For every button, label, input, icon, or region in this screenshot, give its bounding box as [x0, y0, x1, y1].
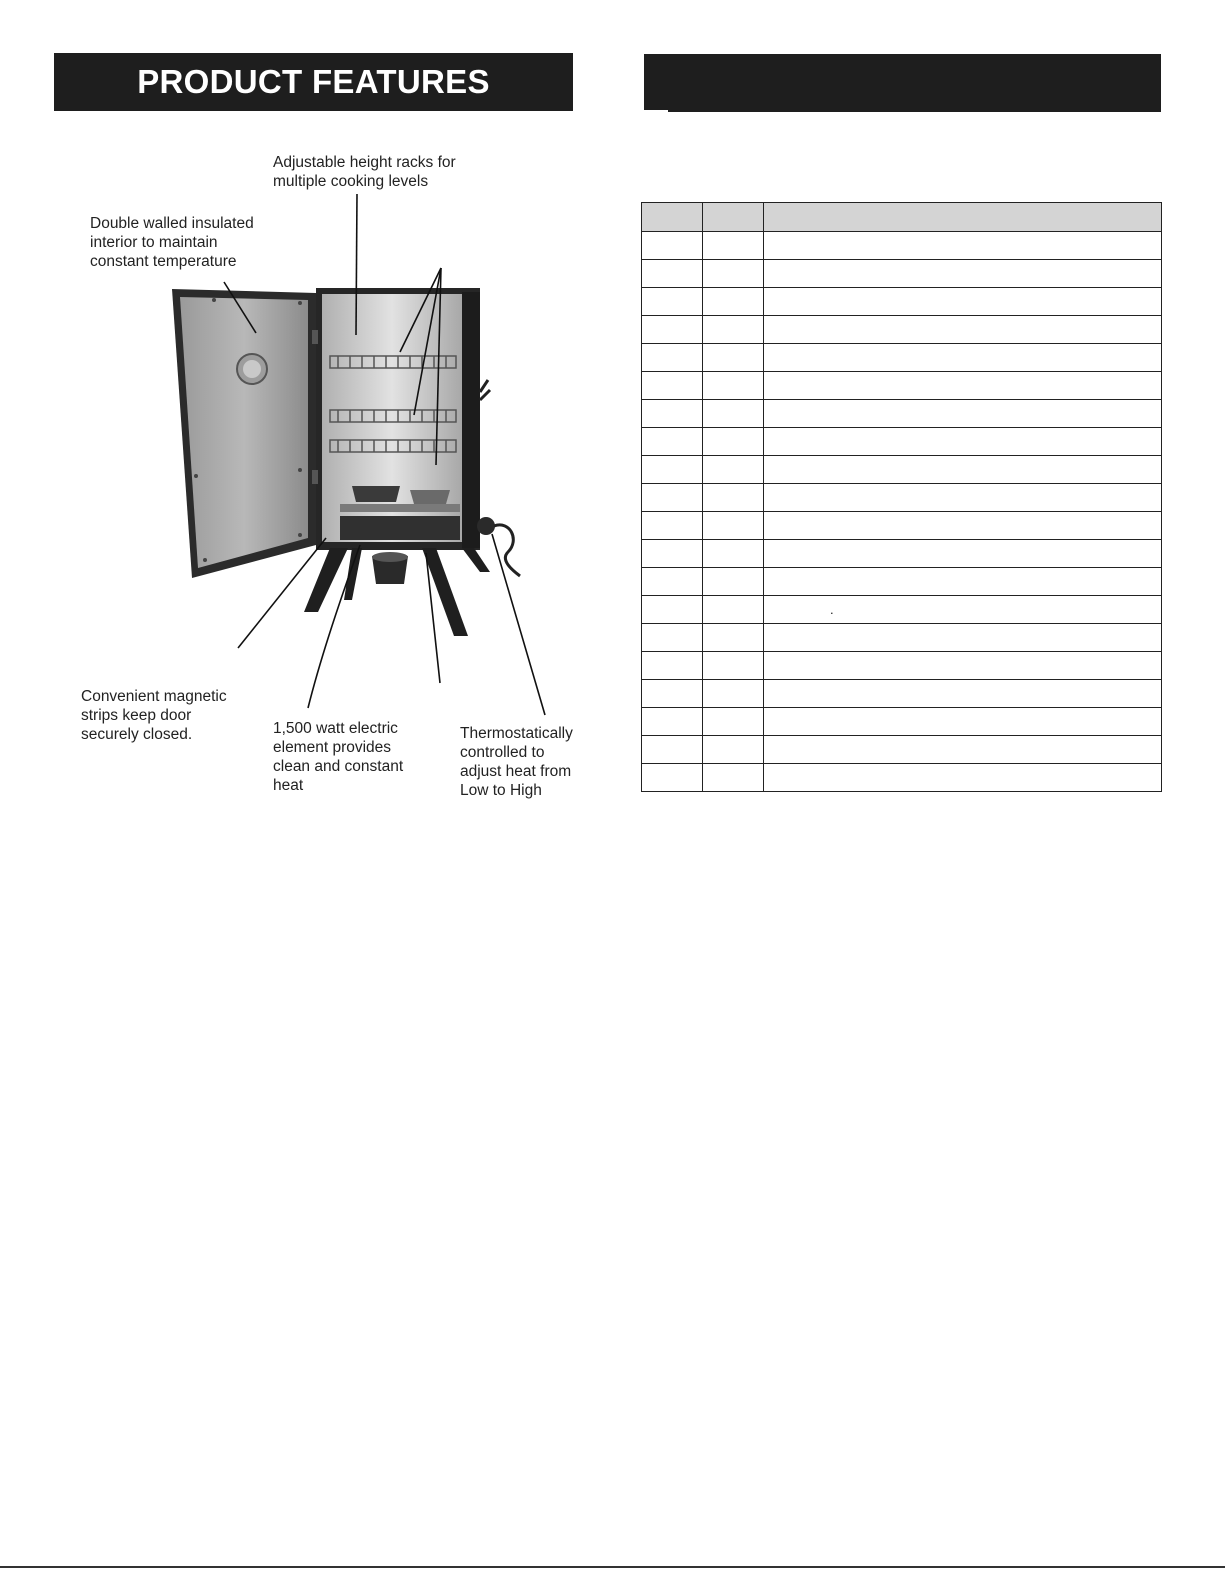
- page-title-text: PRODUCT FEATURES: [137, 63, 490, 100]
- table-row: [642, 624, 1162, 652]
- table-row: [642, 316, 1162, 344]
- table-row: [642, 260, 1162, 288]
- table-row: [642, 484, 1162, 512]
- table-cell: [703, 652, 764, 680]
- table-cell: [642, 400, 703, 428]
- table-row: [642, 456, 1162, 484]
- table-cell: [764, 344, 1162, 372]
- table-cell: [764, 232, 1162, 260]
- table-cell: [703, 484, 764, 512]
- table-row: [642, 708, 1162, 736]
- table-cell: [642, 652, 703, 680]
- page-title: [54, 53, 573, 111]
- table-cell: [703, 736, 764, 764]
- callout-thermostat: Thermostatically controlled to adjust heat from Low to High: [460, 725, 573, 799]
- table-cell: [703, 540, 764, 568]
- table-cell: [642, 372, 703, 400]
- table-cell: [703, 400, 764, 428]
- table-cell: [703, 288, 764, 316]
- header-bar-notch: [644, 110, 668, 113]
- table-cell: [642, 540, 703, 568]
- callout-electric-element: 1,500 watt electric element provides clean and constant heat: [273, 720, 404, 794]
- column-header: [703, 203, 764, 232]
- table-cell: [703, 260, 764, 288]
- table-row: [642, 288, 1162, 316]
- table-cell: [764, 708, 1162, 736]
- table-cell: [642, 708, 703, 736]
- table-row: [642, 764, 1162, 792]
- table-cell: [703, 680, 764, 708]
- table-cell: [642, 260, 703, 288]
- table-cell: [642, 624, 703, 652]
- table-row: [642, 680, 1162, 708]
- grease-cup: [372, 552, 408, 584]
- table-cell: [642, 232, 703, 260]
- table-cell: [764, 736, 1162, 764]
- table-cell: .: [764, 596, 1162, 624]
- table-cell: [764, 652, 1162, 680]
- table-cell: [642, 428, 703, 456]
- table-cell: [642, 596, 703, 624]
- table-cell: [764, 288, 1162, 316]
- table-cell: [642, 736, 703, 764]
- table-row: [642, 568, 1162, 596]
- table-cell: [703, 512, 764, 540]
- table-row: [642, 736, 1162, 764]
- smoker-door: [172, 289, 316, 578]
- table-cell: [642, 316, 703, 344]
- table-row: [642, 652, 1162, 680]
- electric-smoker-illustration: [60, 140, 600, 740]
- table-row: [642, 400, 1162, 428]
- table-cell: [642, 456, 703, 484]
- table-cell: [764, 400, 1162, 428]
- power-cord-icon: [494, 525, 520, 576]
- table-cell: [703, 344, 764, 372]
- table-row: [642, 232, 1162, 260]
- table-cell: [642, 344, 703, 372]
- table-cell: [703, 596, 764, 624]
- table-cell: [764, 512, 1162, 540]
- table-cell: [764, 260, 1162, 288]
- page-bottom-rule: [0, 1566, 1225, 1568]
- table-header-row: [642, 203, 1162, 232]
- table-cell: [764, 428, 1162, 456]
- table-cell: [703, 428, 764, 456]
- table-cell: [642, 764, 703, 792]
- table-row: [642, 540, 1162, 568]
- side-handle-icon: [480, 380, 490, 400]
- table-cell: [764, 316, 1162, 344]
- table-row: [642, 512, 1162, 540]
- table-cell: [764, 764, 1162, 792]
- table-row: [642, 372, 1162, 400]
- callout-magnetic-strips: Convenient magnetic strips keep door securely closed.: [81, 688, 227, 743]
- column-header: [642, 203, 703, 232]
- table-cell: [642, 288, 703, 316]
- table-row: [642, 596, 1162, 624]
- table-cell: [703, 232, 764, 260]
- table-cell: [642, 568, 703, 596]
- table-cell: [703, 708, 764, 736]
- column-header: [764, 203, 1162, 232]
- table-cell: [764, 624, 1162, 652]
- callout-insulated-interior: Double walled insulated interior to maintain constant temperature: [90, 215, 254, 270]
- table-cell: [764, 540, 1162, 568]
- table-cell: [703, 456, 764, 484]
- table-cell: [703, 764, 764, 792]
- table-cell: [703, 316, 764, 344]
- table-cell: [703, 624, 764, 652]
- table-cell: [764, 680, 1162, 708]
- parts-list-header-bar: [644, 54, 1161, 112]
- table-cell: [764, 456, 1162, 484]
- table-cell: [703, 372, 764, 400]
- parts-list-table: [641, 202, 1162, 792]
- table-cell: [642, 484, 703, 512]
- table-cell: [642, 680, 703, 708]
- table-cell: [764, 372, 1162, 400]
- table-cell: [642, 512, 703, 540]
- table-cell: [764, 568, 1162, 596]
- table-cell: [703, 568, 764, 596]
- callout-adjustable-racks: Adjustable height racks for multiple cooking levels: [273, 154, 456, 190]
- table-row: [642, 344, 1162, 372]
- table-cell: [764, 484, 1162, 512]
- table-row: [642, 428, 1162, 456]
